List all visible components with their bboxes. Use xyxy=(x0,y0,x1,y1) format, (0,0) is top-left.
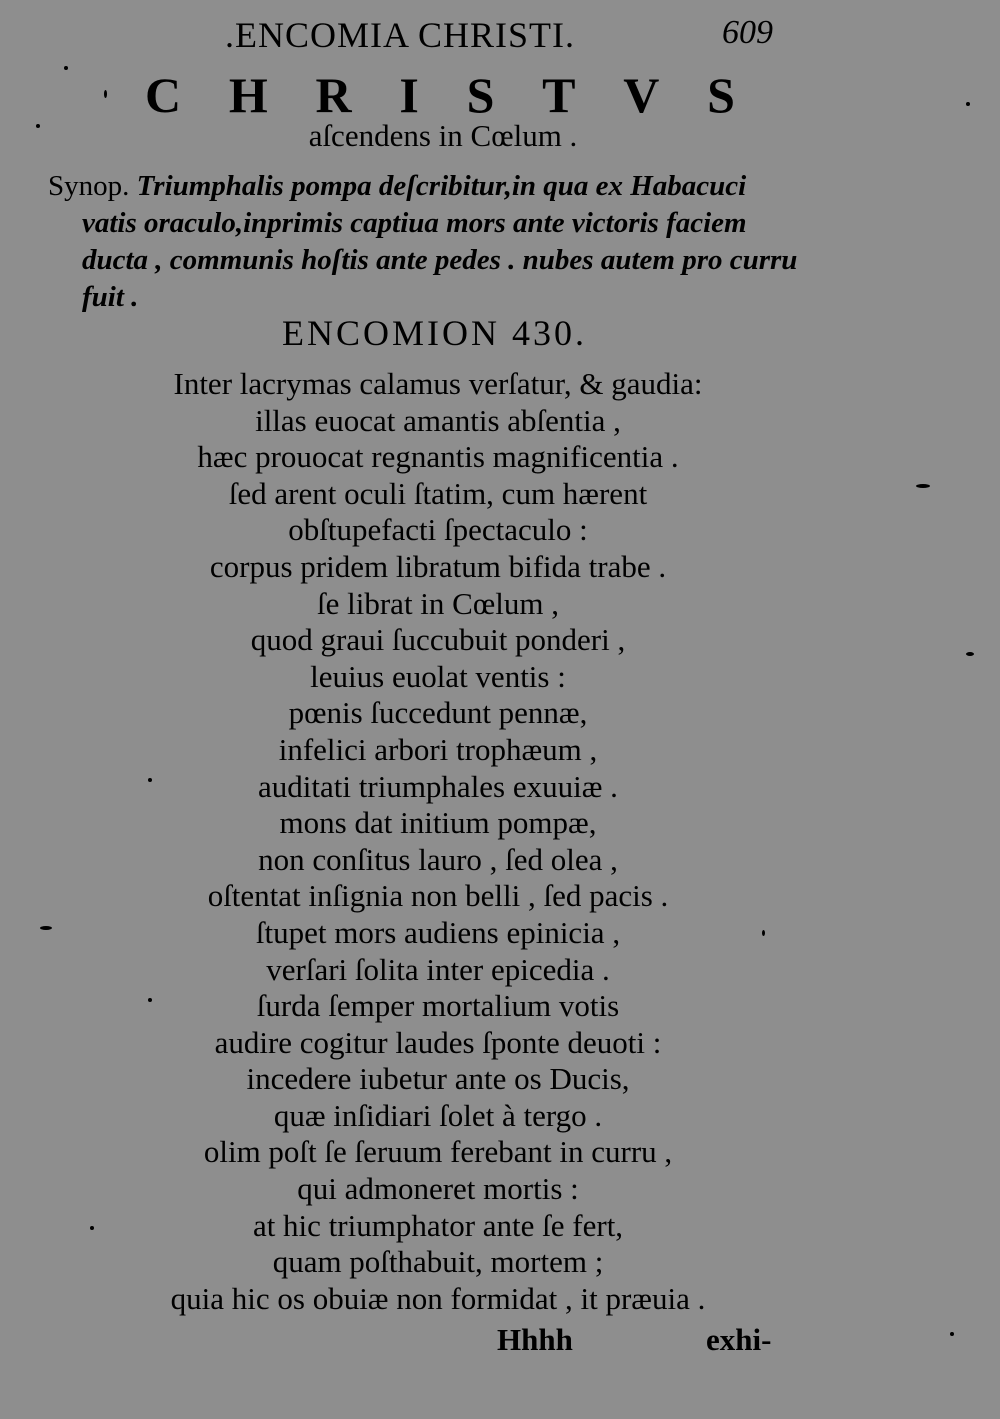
title-letter: V xyxy=(623,67,660,123)
scan-speck xyxy=(148,778,152,782)
catchword: exhi- xyxy=(706,1322,772,1357)
verse-line: infelici arbori trophæum , xyxy=(278,731,598,767)
verse-line: ſed arent oculi ſtatim, cum hærent xyxy=(228,475,648,511)
scan-speck xyxy=(40,926,52,930)
verse-line: olim poſt ſe ſeruum ferebant in curru , xyxy=(203,1134,673,1170)
title-letter: T xyxy=(542,67,576,123)
scan-speck xyxy=(762,930,765,936)
scan-speck xyxy=(148,998,152,1002)
subtitle: aſcendens in Cœlum . xyxy=(308,118,578,153)
verse-line: leuius euolat ventis : xyxy=(310,658,566,694)
verse-line: audire cogitur laudes ſponte deuoti : xyxy=(214,1024,662,1060)
verse-line: oſtentat inſignia non belli , ſed pacis . xyxy=(207,878,669,914)
title-letter: S xyxy=(466,67,495,123)
verse-line: non conſitus lauro , ſed olea , xyxy=(258,841,618,877)
encomion-heading: ENCOMION 430. xyxy=(282,313,587,353)
verse-line: qui admoneret mortis : xyxy=(297,1171,579,1207)
verse-line: hæc prouocat regnantis magnificentia . xyxy=(197,439,679,475)
verse-line: Inter lacrymas calamus verſatur, & gaudia: xyxy=(173,366,703,401)
verse-line: ſe librat in Cœlum , xyxy=(317,585,559,621)
verse-line: incedere iubetur ante os Ducis, xyxy=(246,1061,630,1097)
title-letter: R xyxy=(315,67,352,123)
verse-line: at hic triumphator ante ſe fert, xyxy=(252,1207,624,1243)
verse-line: quod graui ſuccubuit ponderi , xyxy=(250,622,626,658)
scan-speck xyxy=(966,652,974,656)
synopsis xyxy=(48,168,848,316)
scan-speck xyxy=(90,1226,94,1230)
verse-line: quia hic os obuiæ non formidat , it præuia . xyxy=(170,1280,706,1316)
verse-line: illas euocat amantis abſentia , xyxy=(255,402,621,438)
scan-speck xyxy=(916,484,930,488)
synopsis-line: Triumphalis pompa deſcribitur,in qua ex Habacuci xyxy=(136,170,747,202)
synopsis-line: fuit . xyxy=(82,281,139,313)
verse-line: corpus pridem libratum bifida trabe . xyxy=(209,548,667,584)
running-title: .ENCOMIA CHRISTI. xyxy=(225,15,576,55)
signature-mark: Hhhh xyxy=(497,1322,573,1357)
verse-line: auditati triumphales exuuiæ . xyxy=(258,768,618,804)
scan-speck xyxy=(36,124,40,128)
verse-line: pœnis ſuccedunt pennæ, xyxy=(288,695,588,731)
scan-speck xyxy=(966,102,970,106)
title-letter: C xyxy=(145,67,182,123)
verse-line: obſtupefacti ſpectaculo : xyxy=(288,512,588,548)
scan-speck xyxy=(104,90,107,98)
verse-line: quam poſthabuit, mortem ; xyxy=(272,1244,604,1280)
title-letter: I xyxy=(399,67,419,123)
page-number: 609 xyxy=(722,14,773,51)
synopsis-label: Synop. xyxy=(48,170,130,202)
verse-line: ſurda ſemper mortalium votis xyxy=(256,988,620,1024)
title-letter: S xyxy=(707,67,735,123)
synopsis-line: ducta , communis hoſtis ante pedes . nubes autem pro curru xyxy=(82,244,798,276)
running-head xyxy=(0,14,1000,60)
synopsis-line: vatis oraculo,inprimis captiua mors ante victoris faciem xyxy=(82,207,747,239)
scan-speck xyxy=(64,66,68,70)
verse-block xyxy=(0,366,876,1317)
title-letter: H xyxy=(228,67,268,123)
verse-line: mons dat initium pompæ, xyxy=(279,805,597,841)
verse-line: verſari ſolita inter epicedia . xyxy=(266,951,610,987)
scan-speck xyxy=(950,1332,954,1336)
verse-line: ſtupet mors audiens epinicia , xyxy=(255,914,621,950)
verse-line: quæ inſidiari ſolet à tergo . xyxy=(273,1097,603,1133)
main-title xyxy=(145,66,735,124)
